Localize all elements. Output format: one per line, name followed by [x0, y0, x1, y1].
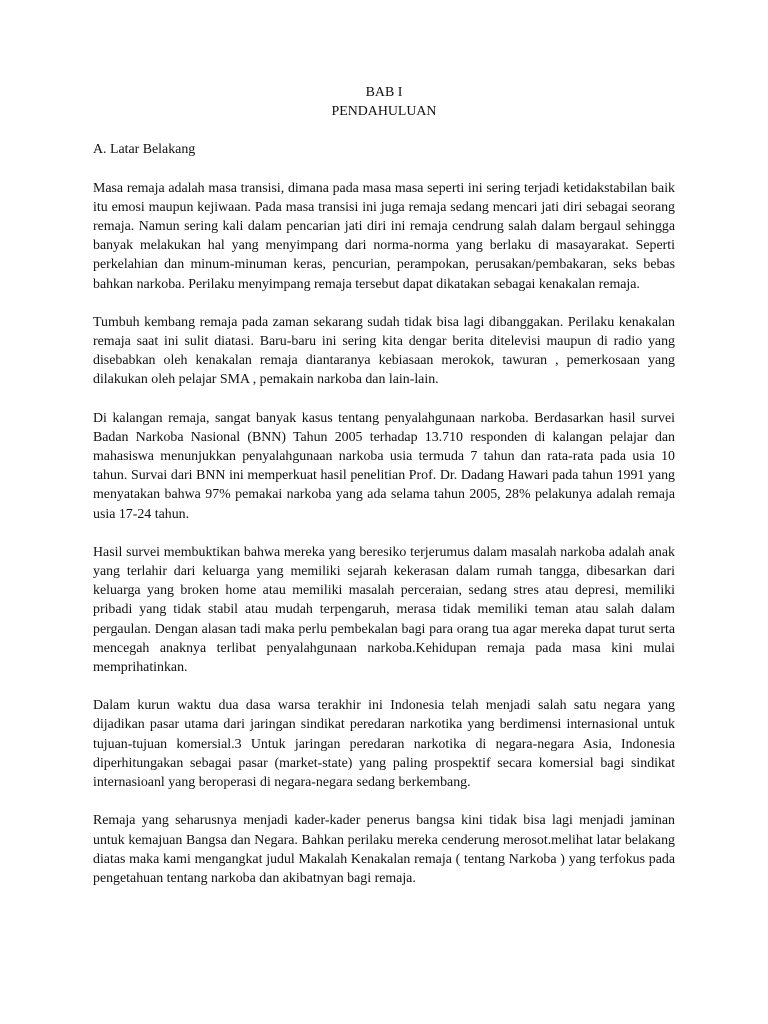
- paragraph-6: Remaja yang seharusnya menjadi kader-kader penerus bangsa kini tidak bisa lagi menjadi jaminan untuk kemajuan Bangsa dan Negara. Bahkan perilaku mereka cenderung merosot.melihat latar belakang diatas maka kami mengangkat judul Makalah Kenakalan remaja ( tentang Narkoba ) yang terfokus pada pengetahuan tentang narkoba dan akibatnyan bagi remaja.: [93, 813, 675, 886]
- section-heading: A. Latar Belakang: [93, 142, 196, 158]
- paragraph-4: Hasil survei membuktikan bahwa mereka yang beresiko terjerumus dalam masalah narkoba adalah anak yang terlahir dari keluarga yang memiliki sejarah kekerasan dalam rumah tangga, dibesarkan dari keluarga yang broken home atau memiliki masalah perceraian, sedang stres atau depresi, memiliki pribadi yang tidak stabil atau mudah terpengaruh, merasa tidak memiliki teman atau salah dalam pergaulan. Dengan alasan tadi maka perlu pembekalan bagi para orang tua agar mereka dapat turut serta mencegah anaknya terlibat penyalahgunaan narkoba.Kehidupan remaja pada masa kini mulai memprihatinkan.: [93, 544, 675, 676]
- chapter-header: [93, 83, 675, 121]
- paragraph-3: Di kalangan remaja, sangat banyak kasus tentang penyalahgunaan narkoba. Berdasarkan hasil survei Badan Narkoba Nasional (BNN) Tahun 2005 terhadap 13.710 responden di kalangan pelajar dan mahasiswa menunjukkan penyalahgunaan narkoba usia termuda 7 tahun dan rata-rata pada usia 10 tahun. Survai dari BNN ini memperkuat hasil penelitian Prof. Dr. Dadang Hawari pada tahun 1991 yang menyatakan bahwa 97% pemakai narkoba yang ada selama tahun 2005, 28% pelakunya adalah remaja usia 17-24 tahun.: [93, 410, 675, 522]
- paragraph-5: Dalam kurun waktu dua dasa warsa terakhir ini Indonesia telah menjadi salah satu negara yang dijadikan pasar utama dari jaringan sindikat peredaran narkotika yang berdimensi internasional untuk tujuan-tujuan komersial.3 Untuk jaringan peredaran narkotika di negara-negara Asia, Indonesia diperhitungakan sebagai pasar (market-state) yang paling prospektif secara komersial bagi sindikat internasioanl yang beroperasi di negara-negara sedang berkembang.: [93, 698, 675, 791]
- chapter-title: PENDAHULUAN: [331, 104, 437, 120]
- paragraph-2: Tumbuh kembang remaja pada zaman sekarang sudah tidak bisa lagi dibanggakan. Perilaku kenakalan remaja saat ini sulit diatasi. Baru-baru ini sering kita dengar berita ditelevisi maupun di radio yang disebabkan oleh kenakalan remaja diantaranya kebiasaan merokok, tawuran , pemerkosaan yang dilakukan oleh pelajar SMA , pemakain narkoba dan lain-lain.: [93, 314, 675, 388]
- document-body: [93, 83, 675, 888]
- paragraph-1: Masa remaja adalah masa transisi, dimana pada masa masa seperti ini sering terjadi ketidakstabilan baik itu emosi maupun kejiwaan. Pada masa transisi ini juga remaja sedang mencari jati diri sebagai seorang remaja. Namun sering kali dalam pencarian jati diri ini remaja cendrung salah dalam bergaul sehingga banyak melakukan hal yang menyimpang dari norma-norma yang berlaku di masayarakat. Seperti perkelahian dan minum-minuman keras, pencurian, perampokan, perusakan/pembakaran, seks bebas bahkan narkoba. Perilaku menyimpang remaja tersebut dapat dikatakan sebagai kenakalan remaja.: [93, 180, 675, 292]
- chapter-number: BAB I: [365, 85, 403, 100]
